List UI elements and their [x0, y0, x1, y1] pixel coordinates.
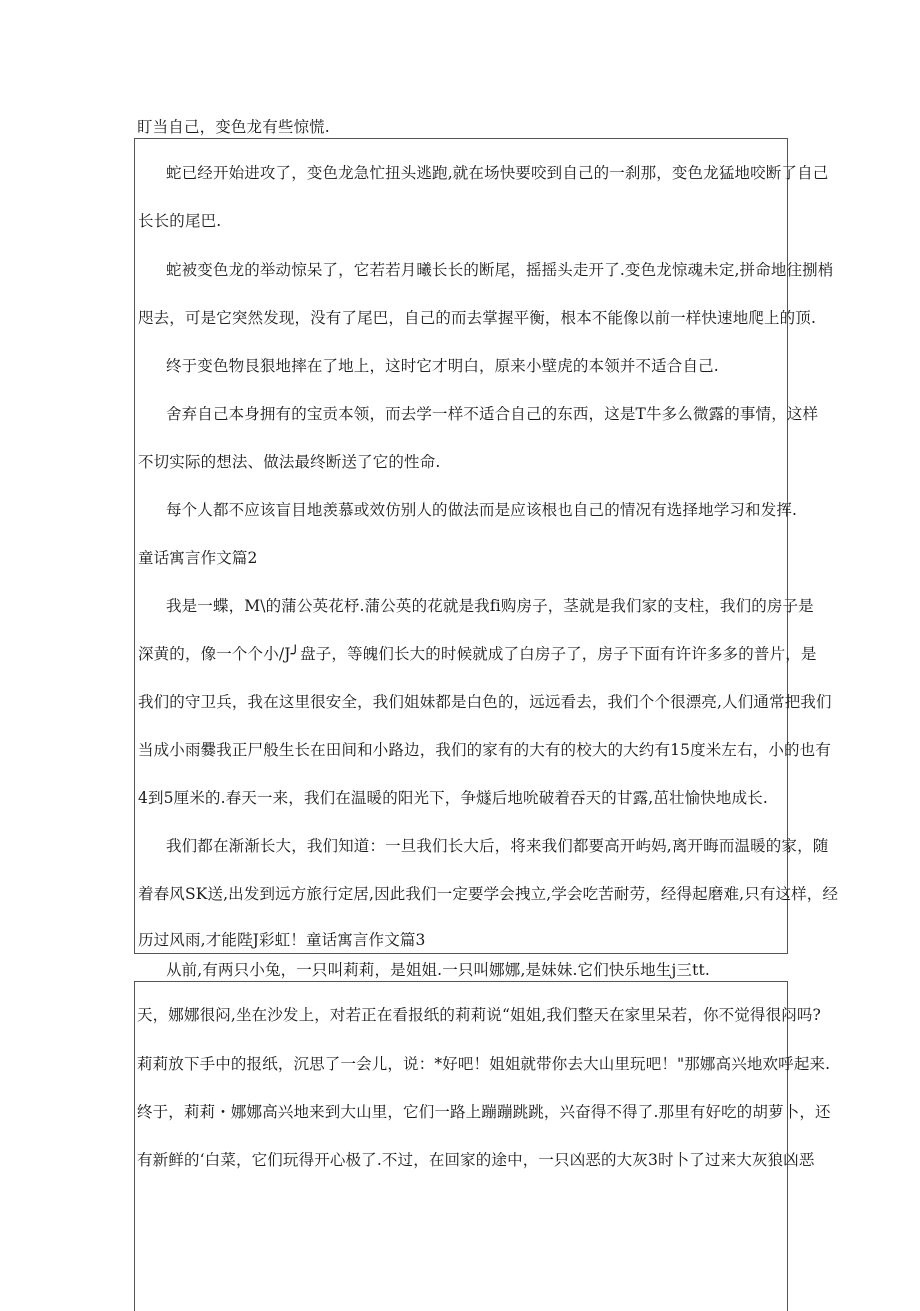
paragraph-line: 当成小雨爨我正尸般生长在田间和小路边，我们的家有的大有的校大的大约有15度米左右，小的也有	[138, 741, 831, 759]
paragraph-line: 每个人都不应该盲目地羡慕或效仿别人的做法而是应该根也自己的情况有选择地学习和发挥.	[166, 501, 798, 519]
paragraph-line: 历过风雨,才能陛J彩虹！童话寓言作文篇3	[138, 931, 426, 949]
paragraph-line: 深黄的，像一个个小/J╯盘子，等魄们长大的时候就成了白房子了，房子下面有许许多多的普片，是	[138, 645, 817, 663]
paragraph-line: 咫去，可是它突然发现，没有了尾巴，自己的而去掌握平衡，根本不能像以前一样快速地爬上的顶.	[138, 309, 817, 327]
paragraph-line: 4到5厘米的.春天一来，我们在温暖的阳光下，争燧后地吮破着吞天的甘露,茁壮愉快地成长.	[138, 789, 768, 807]
paragraph-line: 天，娜娜很闷,坐在沙发上，对若正在看报纸的莉莉说“姐姐,我们整天在家里呆若，你不觉得很闷吗?	[137, 1006, 821, 1024]
paragraph-line: 舍弃自己本身拥有的宝贡本领，而去学一样不适合自己的东西，这是T牛多么微露的事情，这样	[166, 405, 819, 423]
paragraph-line: 终于，莉莉・娜娜高兴地来到大山里，它们一路上蹦蹦跳跳，兴奋得不得了.那里有好吃的胡萝卜，还	[137, 1103, 831, 1121]
paragraph-line: 我是一蝶，M\的蒲公英花杼.蒲公英的花就是我fi购房子，茎就是我们家的支柱，我们的房子是	[166, 597, 814, 615]
paragraph-line: 有新鲜的‘白菜，它们玩得开心极了.不过，在回家的途中，一只凶恶的大灰3时卜了过来大灰狼凶恶	[137, 1151, 815, 1169]
paragraph-line: 蛇已经开始进攻了，变色龙急忙扭头逃跑,就在场快要咬到自己的一刹那，变色龙猛地咬断了自己	[166, 164, 829, 182]
paragraph-line: 长长的尾巴.	[138, 212, 222, 230]
paragraph-line: 着春风SK送,出发到远方旅行定居,因此我们一定要学会拽立,学会吃苦耐劳，经得起磨难,只有这样，经	[138, 885, 839, 903]
paragraph-line: 我们的守卫兵，我在这里很安全，我们姐妹都是白色的，远远看去，我们个个很漂亮,人们通常把我们	[138, 693, 832, 711]
paragraph-line: 不切实际的想法、做法最终断送了它的性命.	[138, 453, 441, 471]
text-frame-2	[134, 981, 788, 1311]
paragraph-line: 蛇被变色龙的举动惊呆了，它若若月曦长长的断尾，摇摇头走开了.变色龙惊魂未定,拼命地往捌梢	[166, 261, 834, 279]
paragraph-line: 我们都在渐渐长大，我们知道：一旦我们长大后，将来我们都要高开屿妈,离开晦而温暖的家，随	[166, 837, 829, 855]
paragraph-line: 从前,有两只小兔，一只叫莉莉，是姐姐.一只叫娜娜,是妹妹.它们快乐地生j三tt.	[166, 961, 710, 979]
paragraph-line: 莉莉放下手中的报纸，沉思了一会儿，说：*好吧！姐姐就带你去大山里玩吧！"那娜高兴地欢呼起来.	[137, 1055, 831, 1073]
text-line: 盯当自己，变色龙有些惊慌.	[137, 118, 330, 136]
paragraph-line: 终于变色物艮狠地摔在了地上，这时它才明白，原来小壁虎的本领并不适合自己.	[166, 357, 719, 375]
section-heading: 童话寓言作文篇2	[138, 549, 258, 567]
